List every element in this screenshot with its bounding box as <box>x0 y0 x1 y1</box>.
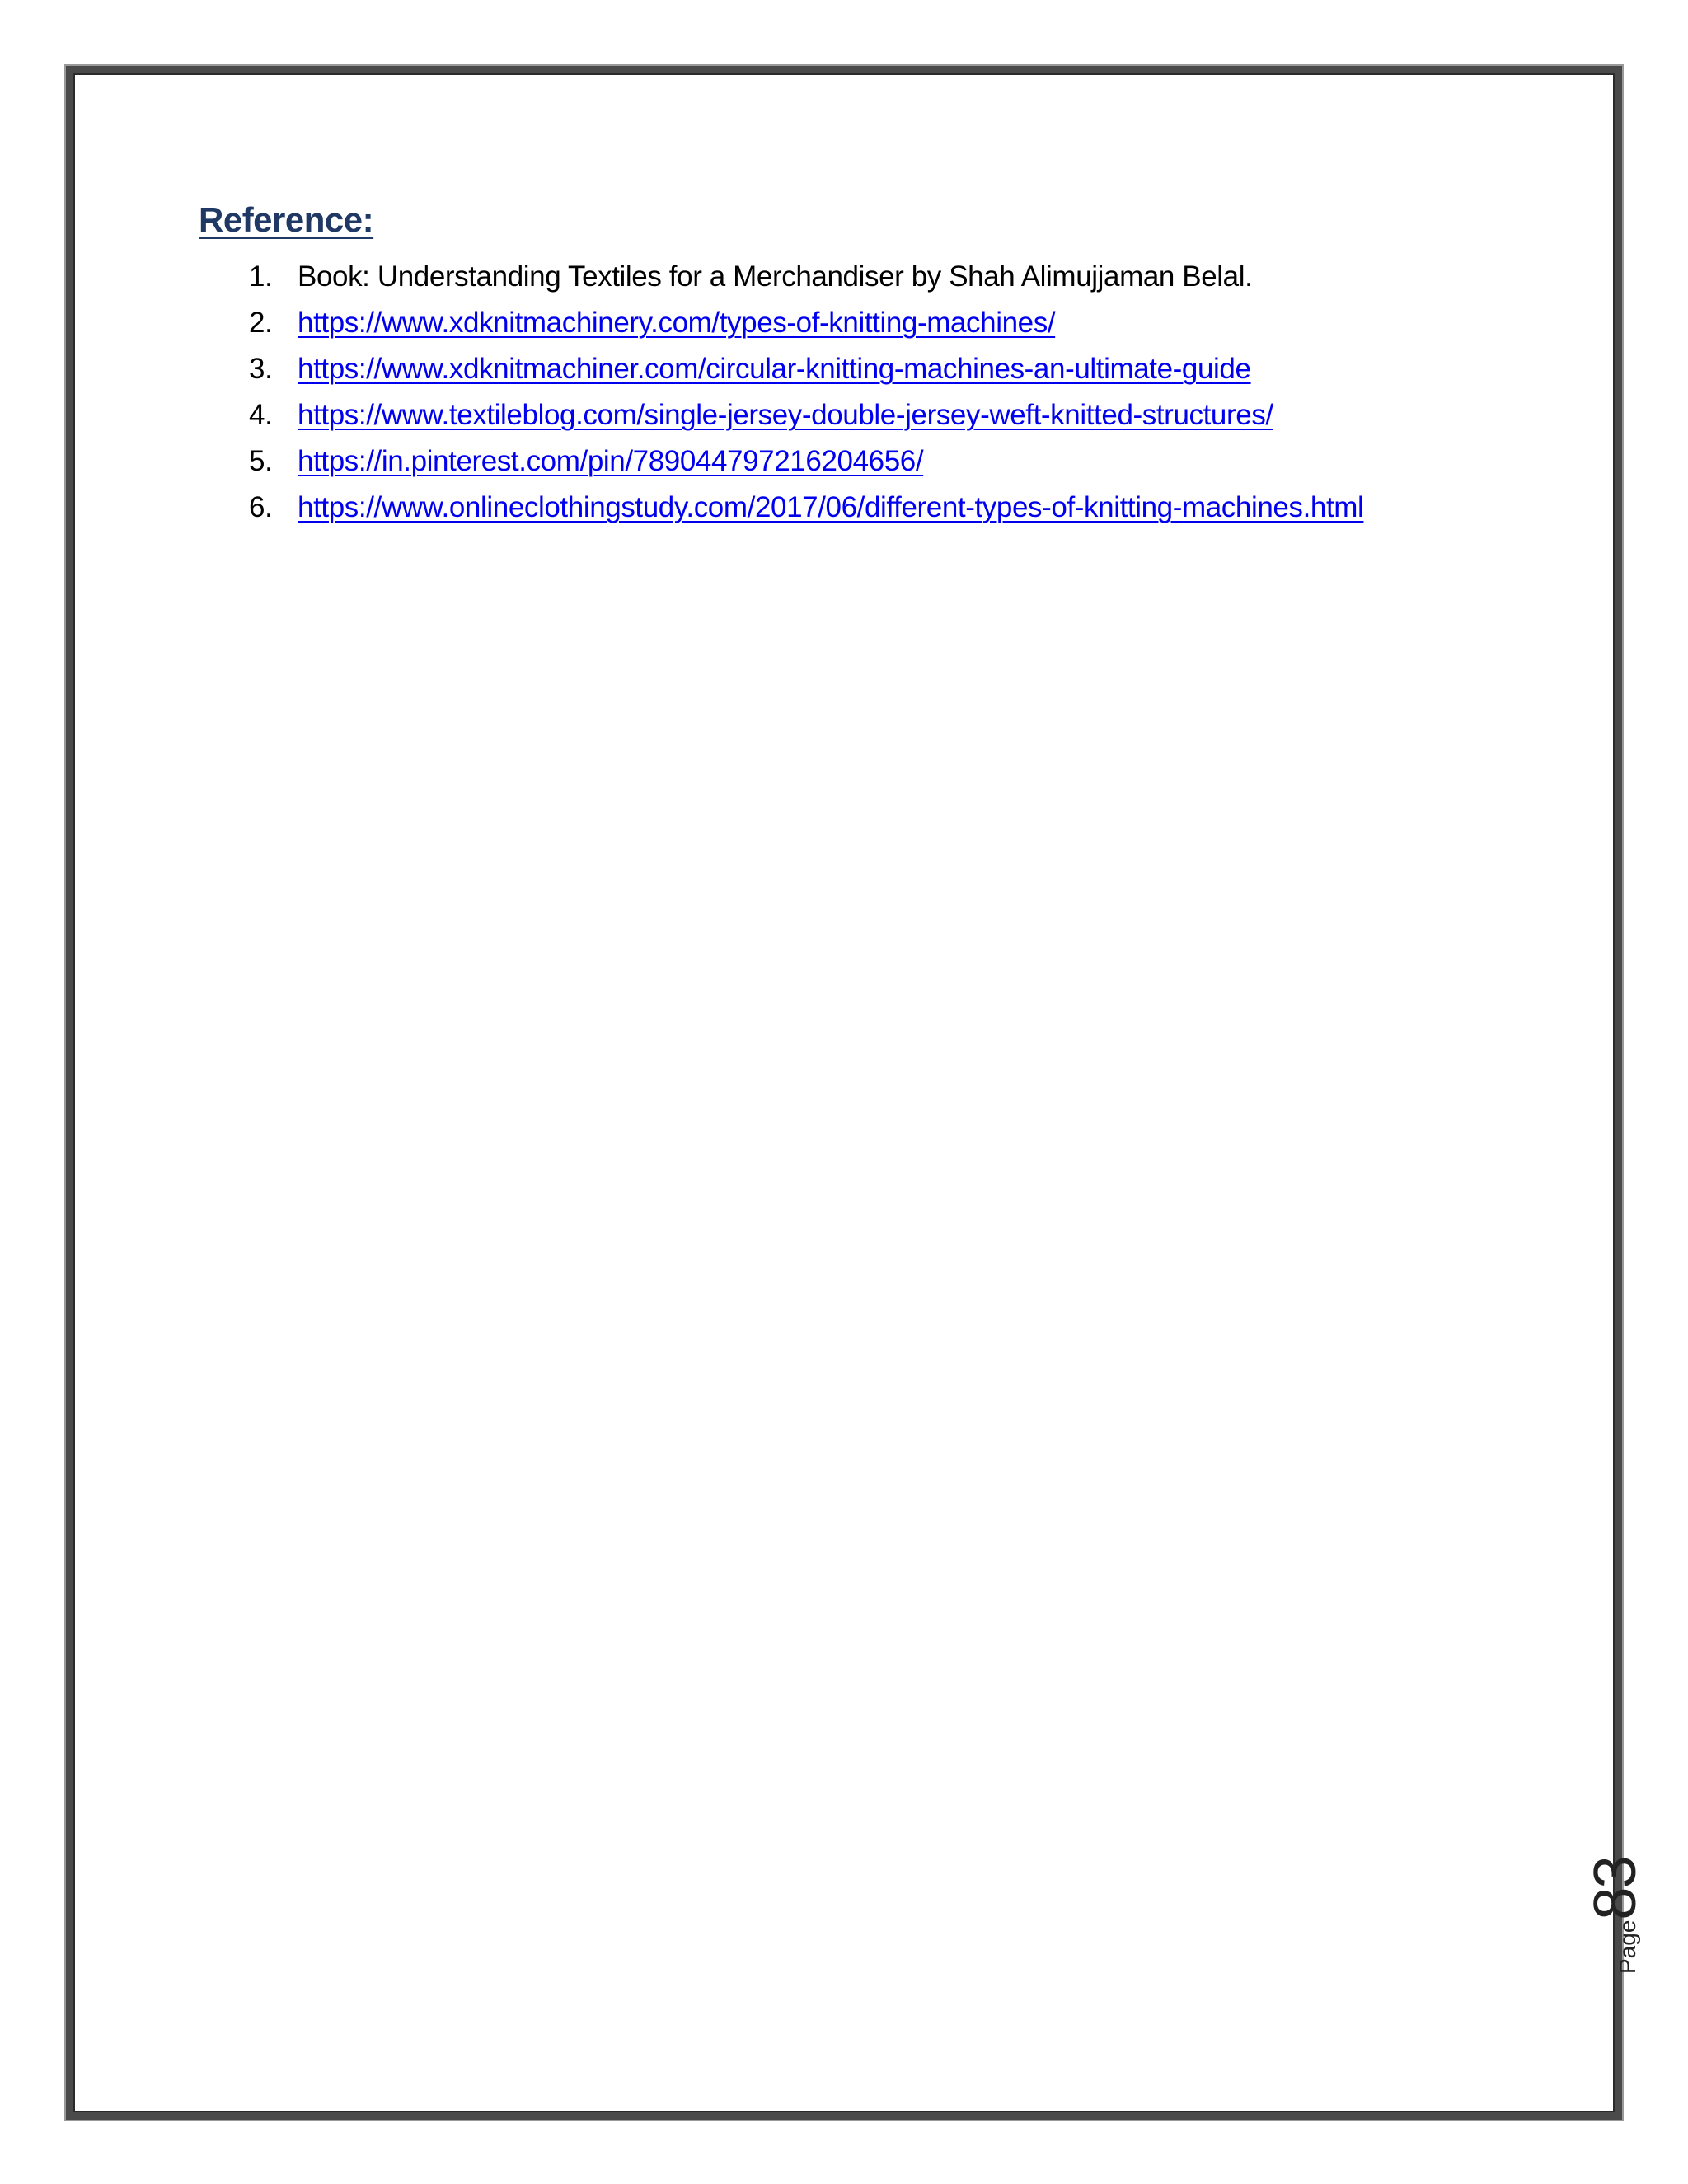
page-number-value: 83 <box>1582 1857 1648 1920</box>
reference-heading: Reference: <box>199 200 374 239</box>
reference-link[interactable]: https://www.textileblog.com/single-jersey-double-jersey-weft-knitted-structures/ <box>298 399 1273 431</box>
reference-link[interactable]: https://in.pinterest.com/pin/789044797216204656/ <box>298 445 924 477</box>
reference-item <box>0 485 1402 531</box>
reference-number: 4. <box>249 399 273 431</box>
reference-item <box>0 346 1402 392</box>
reference-item <box>0 438 1402 485</box>
reference-link[interactable]: https://www.onlineclothingstudy.com/2017/06/different-types-of-knitting-machines.html <box>298 491 1364 523</box>
reference-number: 1. <box>249 260 273 293</box>
reference-book-citation: Book: Understanding Textiles for a Merchandiser by Shah Alimujjaman Belal. <box>298 260 1253 293</box>
reference-item <box>0 254 1402 300</box>
reference-link[interactable]: https://www.xdknitmachinery.com/types-of-knitting-machines/ <box>298 307 1056 339</box>
reference-item <box>0 300 1402 346</box>
page-label: Page <box>1615 1919 1640 1974</box>
page-number <box>1582 1858 1649 1975</box>
reference-number: 5. <box>249 445 273 477</box>
reference-link[interactable]: https://www.xdknitmachiner.com/circular-knitting-machines-an-ultimate-guide <box>298 353 1251 385</box>
reference-number: 3. <box>249 353 273 385</box>
reference-number: 6. <box>249 491 273 523</box>
reference-number: 2. <box>249 307 273 339</box>
reference-list <box>0 254 1402 531</box>
reference-item <box>0 392 1402 438</box>
